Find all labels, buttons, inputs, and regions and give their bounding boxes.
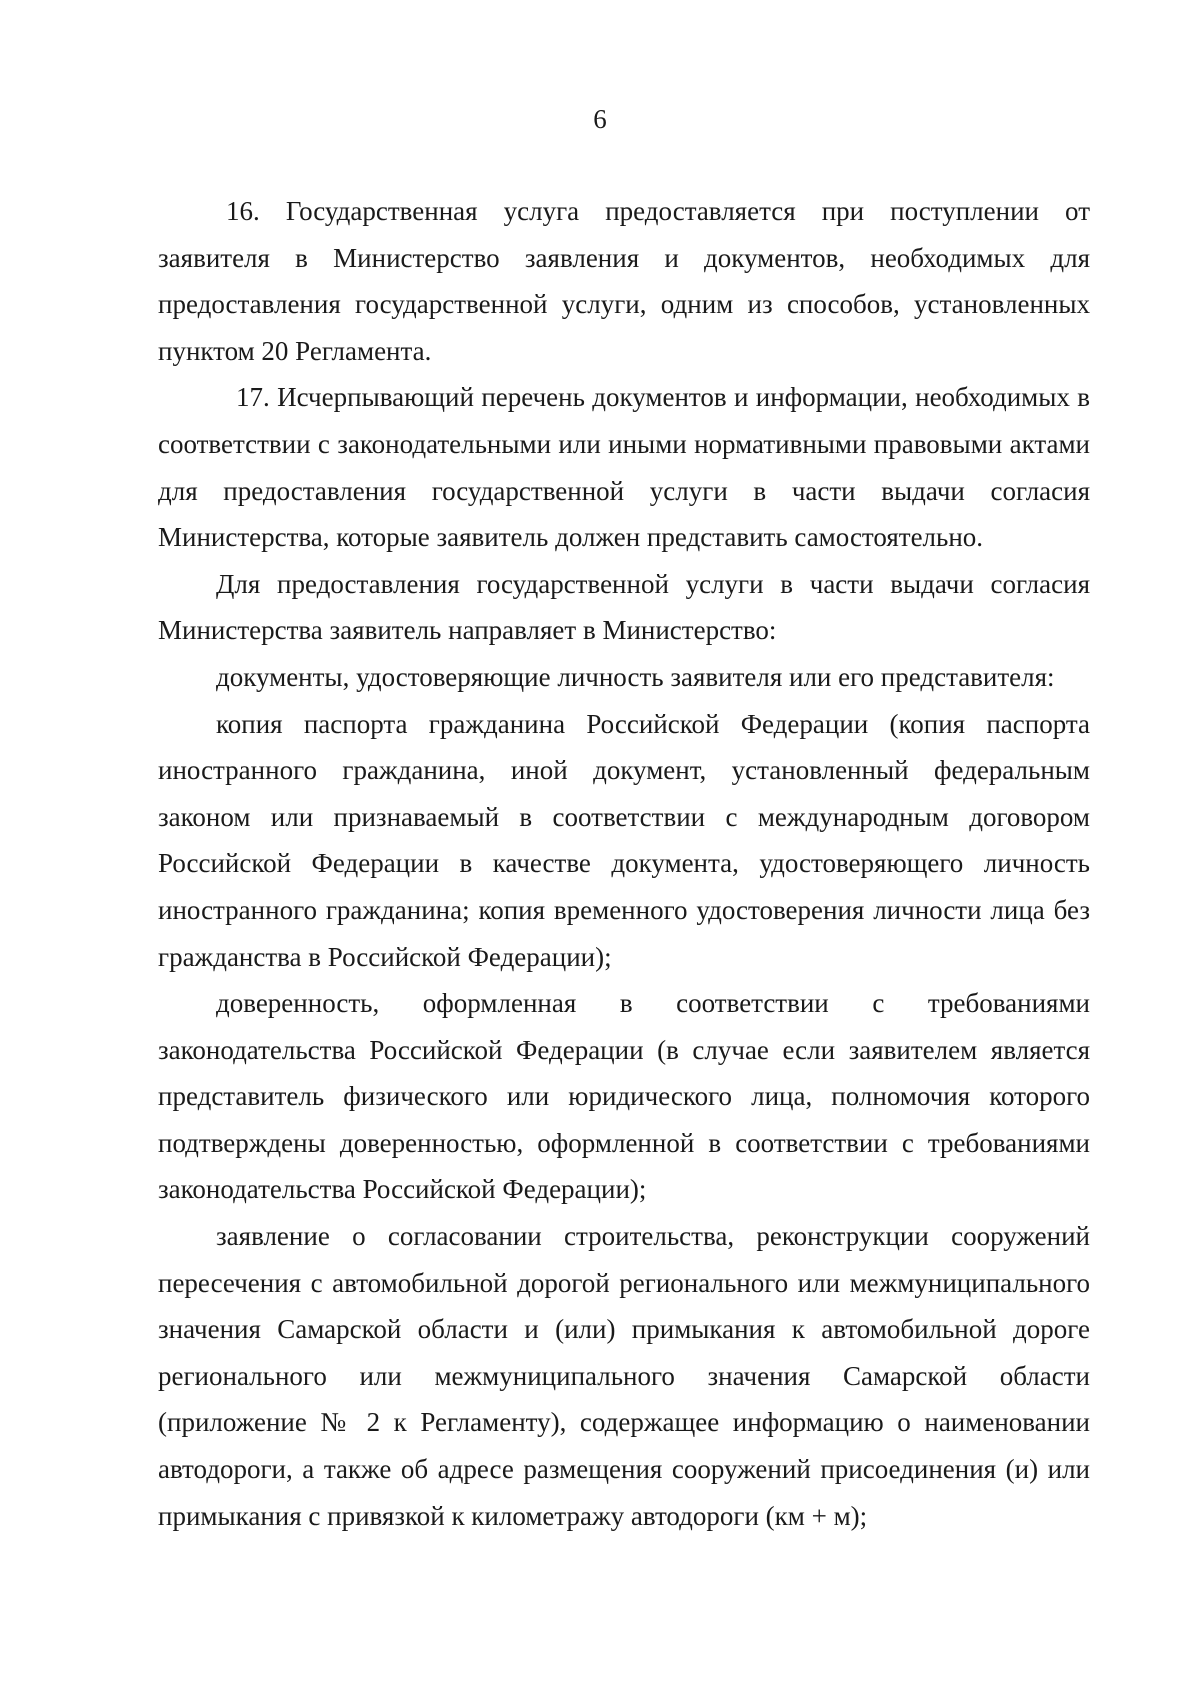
- page-number: 6: [593, 104, 607, 134]
- paragraph-identity-documents: документы, удостоверяющие личность заявителя или его представителя:: [216, 661, 1055, 692]
- paragraph-17: 17. Исчерпывающий перечень документов и информации, необходимых в соответствии с законодательными или иными нормативными правовыми актами для предоставления государственной услуги в части выдачи согласия Министерства, которые заявитель должен представить самостоятельно.: [158, 382, 1090, 553]
- paragraph-application: заявление о согласовании строительства, реконструкции сооружений пересечения с автомобильной дорогой регионального или межмуниципального значения Самарской области и (или) примыкания к автомобильной дороге регионального или межмуниципального значения Самарской области (приложение № 2 к Регламенту), содержащее информацию о наименовании автодороги, а также об адресе размещения сооружений присоединения (и) или примыкания с привязкой к километражу автодороги (км + м);: [158, 1221, 1090, 1531]
- document-body: [158, 188, 1090, 1539]
- paragraph-power-of-attorney: доверенность, оформленная в соответствии с требованиями законодательства Российской Федерации (в случае если заявителем является представитель физического или юридического лица, полномочия которого подтверждены доверенностью, оформленной в соответствии с требованиями законодательства Российской Федерации);: [158, 988, 1090, 1205]
- paragraph-documents-intro: Для предоставления государственной услуги в части выдачи согласия Министерства заявитель направляет в Министерство:: [158, 568, 1090, 646]
- paragraph-16: 16. Государственная услуга предоставляется при поступлении от заявителя в Министерство заявления и документов, необходимых для предоставления государственной услуги, одним из способов, установленных пунктом 20 Регламента.: [158, 196, 1090, 366]
- paragraph-passport-copy: копия паспорта гражданина Российской Федерации (копия паспорта иностранного гражданина, иной документ, установленный федеральным законом или признаваемый в соответствии с международным договором Российской Федерации в качестве документа, удостоверяющего личность иностранного гражданина; копия временного удостоверения личности лица без гражданства в Российской Федерации);: [158, 708, 1090, 972]
